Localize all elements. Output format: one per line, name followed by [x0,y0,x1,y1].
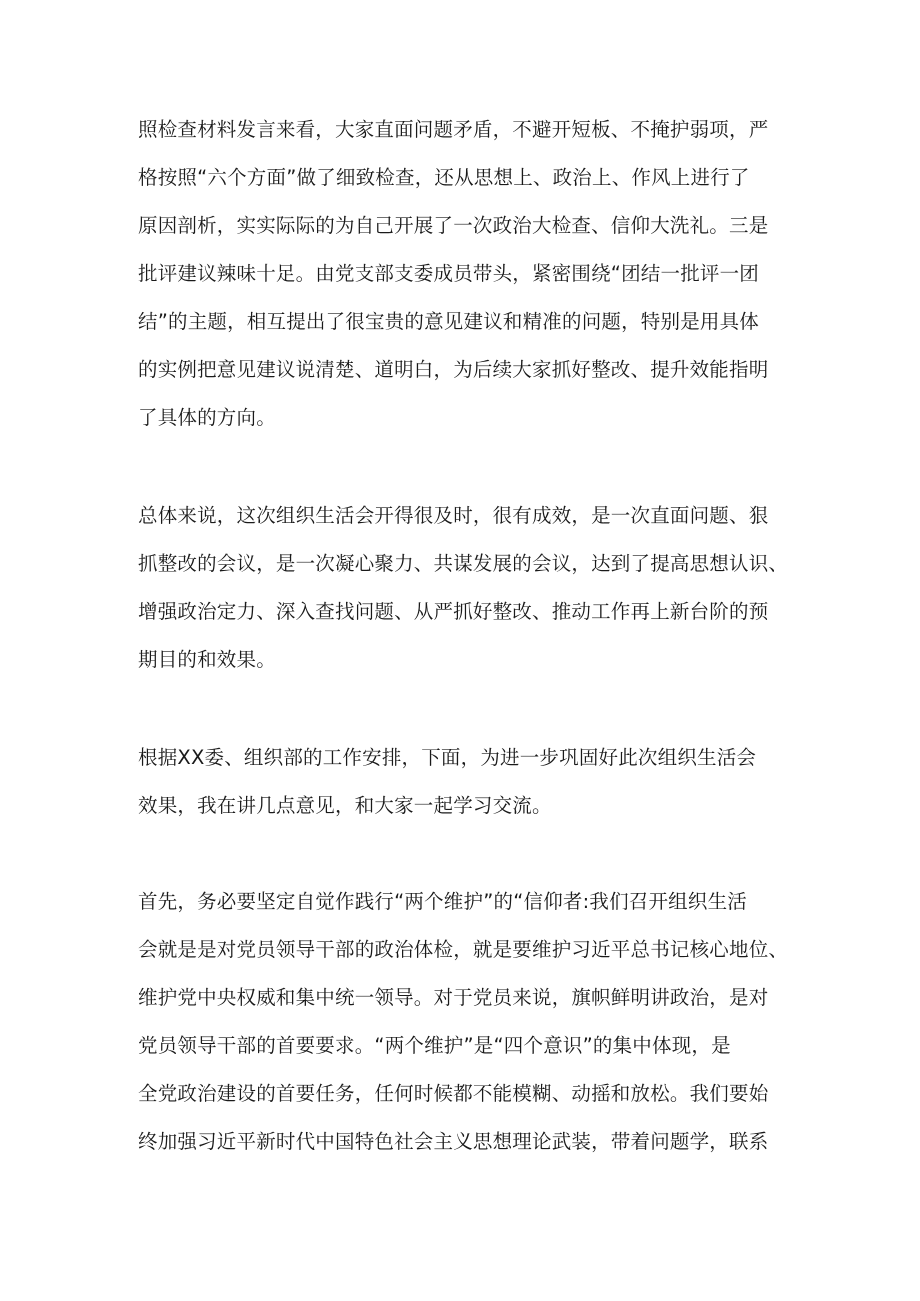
text-line: 全党政治建设的首要任务，任何时候都不能模糊、动摇和放松。我们要始 [138,1082,769,1105]
text-line: 党员领导干部的首要要求。“两个维护”是“四个意识”的集中体现，是 [138,1034,731,1057]
text-line: 根据XX委、组织部的工作安排，下面，为进一步巩固好此次组织生活会 [138,746,757,769]
text-line: 结”的主题，相互提出了很宝贵的意见建议和精准的问题，特别是用具体 [138,310,760,333]
text-line: 总体来说，这次组织生活会开得很及时，很有成效，是一次直面问题、狠 [138,504,769,527]
paragraph-overall-summary [138,492,798,684]
text-line: 的实例把意见建议说清楚、道明白，为后续大家抓好整改、提升效能指明 [138,358,769,381]
text-line: 了具体的方向。 [138,406,276,429]
text-line: 期目的和效果。 [138,648,276,671]
text-line: 会就是是对党员领导干部的政治体检，就是要维护习近平总书记核心地位、 [138,938,789,961]
paragraph-self-criticism-review [138,106,798,442]
text-line: 原因剖析，实实际际的为自己开展了一次政治大检查、信仰大洗礼。三是 [138,214,769,237]
text-line: 抓整改的会议，是一次凝心聚力、共谋发展的会议，达到了提高思想认识、 [138,552,789,575]
text-line: 维护党中央权威和集中统一领导。对于党员来说，旗帜鲜明讲政治，是对 [138,986,769,1009]
text-line: 增强政治定力、深入查找问题、从严抓好整改、推动工作再上新台阶的预 [138,600,769,623]
text-line: 效果，我在讲几点意见，和大家一起学习交流。 [138,794,552,817]
text-line: 照检查材料发言来看，大家直面问题矛盾，不避开短板、不掩护弱项，严 [138,118,769,141]
text-line: 批评建议辣味十足。由党支部支委成员带头，紧密围绕“团结一批评一团 [138,262,760,285]
paragraph-two-safeguards [138,878,798,1166]
text-line: 格按照“六个方面”做了细致检查，还从思想上、政治上、作风上进行了 [138,166,750,189]
text-line: 首先，务必要坚定自觉作践行“两个维护”的“信仰者:我们召开组织生活 [138,890,747,913]
text-line: 终加强习近平新时代中国特色社会主义思想理论武装，带着问题学，联系 [138,1130,769,1153]
paragraph-work-arrangement [138,734,798,830]
